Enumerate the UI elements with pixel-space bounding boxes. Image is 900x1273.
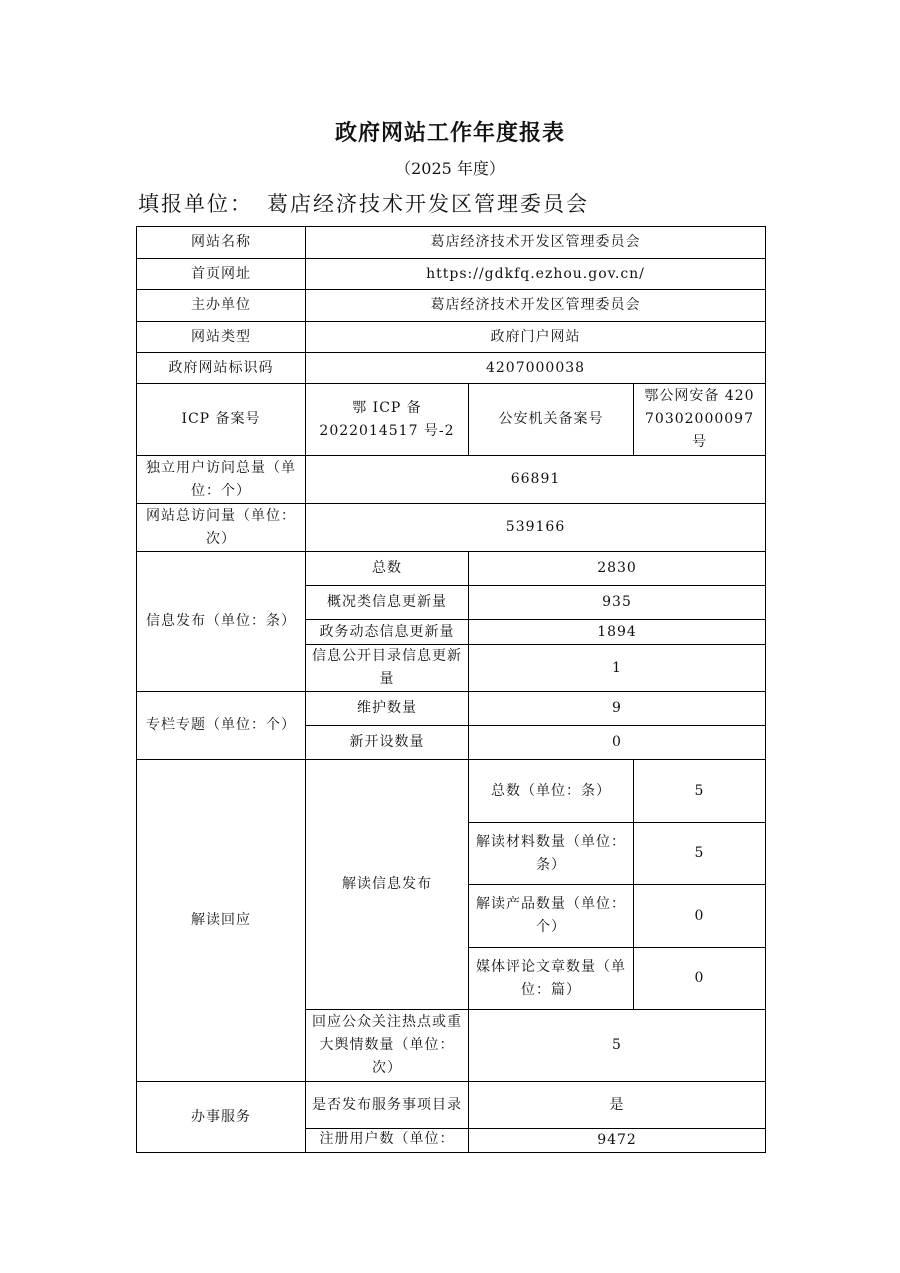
info-release-item-value: 2830 — [469, 552, 766, 586]
table-row — [137, 1082, 766, 1129]
site-code-value: 4207000038 — [306, 353, 766, 384]
info-release-item-label: 概况类信息更新量 — [306, 586, 469, 620]
info-release-item-label: 政务动态信息更新量 — [306, 620, 469, 645]
table-row — [137, 322, 766, 353]
sponsor-value: 葛店经济技术开发区管理委员会 — [306, 290, 766, 322]
reporting-unit-value: 葛店经济技术开发区管理委员会 — [267, 192, 589, 216]
info-release-item-label: 总数 — [306, 552, 469, 586]
response-label: 回应公众关注热点或重大舆情数量（单位：次） — [306, 1010, 469, 1082]
info-release-item-label: 信息公开目录信息更新量 — [306, 645, 469, 692]
services-item-value: 是 — [469, 1082, 766, 1129]
total-visits-label: 网站总访问量（单位：次） — [137, 504, 306, 552]
table-row — [137, 504, 766, 552]
site-type-value: 政府门户网站 — [306, 322, 766, 353]
site-code-label: 政府网站标识码 — [137, 353, 306, 384]
report-title: 政府网站工作年度报表 — [334, 120, 565, 146]
info-release-item-value: 1 — [469, 645, 766, 692]
unique-visitors-label: 独立用户访问总量（单位：个） — [137, 456, 306, 504]
columns-label: 专栏专题（单位：个） — [137, 692, 306, 760]
interpretation-item-value: 0 — [634, 885, 766, 948]
table-row — [137, 692, 766, 726]
info-release-item-value: 1894 — [469, 620, 766, 645]
police-record-label: 公安机关备案号 — [469, 384, 634, 456]
services-label: 办事服务 — [137, 1082, 306, 1153]
site-type-label: 网站类型 — [137, 322, 306, 353]
table-row — [137, 290, 766, 322]
columns-item-label: 新开设数量 — [306, 726, 469, 760]
site-name-value: 葛店经济技术开发区管理委员会 — [306, 227, 766, 259]
interpretation-item-value: 5 — [634, 823, 766, 885]
columns-item-label: 维护数量 — [306, 692, 469, 726]
interpretation-item-label: 解读产品数量（单位：个） — [469, 885, 634, 948]
interpretation-item-label: 解读材料数量（单位：条） — [469, 823, 634, 885]
interpretation-label: 解读回应 — [137, 760, 306, 1082]
table-row — [137, 552, 766, 586]
homepage-label: 首页网址 — [137, 259, 306, 290]
interpretation-release-label: 解读信息发布 — [306, 760, 469, 1010]
table-row — [137, 259, 766, 290]
icp-label: ICP 备案号 — [137, 384, 306, 456]
columns-item-value: 9 — [469, 692, 766, 726]
interpretation-item-label: 媒体评论文章数量（单位：篇） — [469, 948, 634, 1010]
sponsor-label: 主办单位 — [137, 290, 306, 322]
columns-item-value: 0 — [469, 726, 766, 760]
info-release-item-value: 935 — [469, 586, 766, 620]
report-year: （2025 年度） — [395, 159, 505, 178]
table-row — [137, 227, 766, 259]
interpretation-item-label: 总数（单位：条） — [469, 760, 634, 823]
info-release-label: 信息发布（单位：条） — [137, 552, 306, 692]
services-item-label: 注册用户数（单位： — [306, 1129, 469, 1153]
unique-visitors-value: 66891 — [306, 456, 766, 504]
table-row — [137, 353, 766, 384]
table-row — [137, 760, 766, 823]
site-name-label: 网站名称 — [137, 227, 306, 259]
response-value: 5 — [469, 1010, 766, 1082]
interpretation-item-value: 0 — [634, 948, 766, 1010]
icp-value: 鄂 ICP 备 2022014517 号-2 — [306, 384, 469, 456]
services-item-label: 是否发布服务事项目录 — [306, 1082, 469, 1129]
homepage-value: https://gdkfq.ezhou.gov.cn/ — [306, 259, 766, 290]
table-row — [137, 456, 766, 504]
report-table — [136, 226, 766, 1153]
police-record-value: 鄂公网安备 42070302000097 号 — [634, 384, 766, 456]
interpretation-item-value: 5 — [634, 760, 766, 823]
reporting-unit — [138, 188, 589, 218]
table-row — [137, 384, 766, 456]
services-item-value: 9472 — [469, 1129, 766, 1153]
reporting-unit-label: 填报单位： — [138, 192, 253, 216]
total-visits-value: 539166 — [306, 504, 766, 552]
